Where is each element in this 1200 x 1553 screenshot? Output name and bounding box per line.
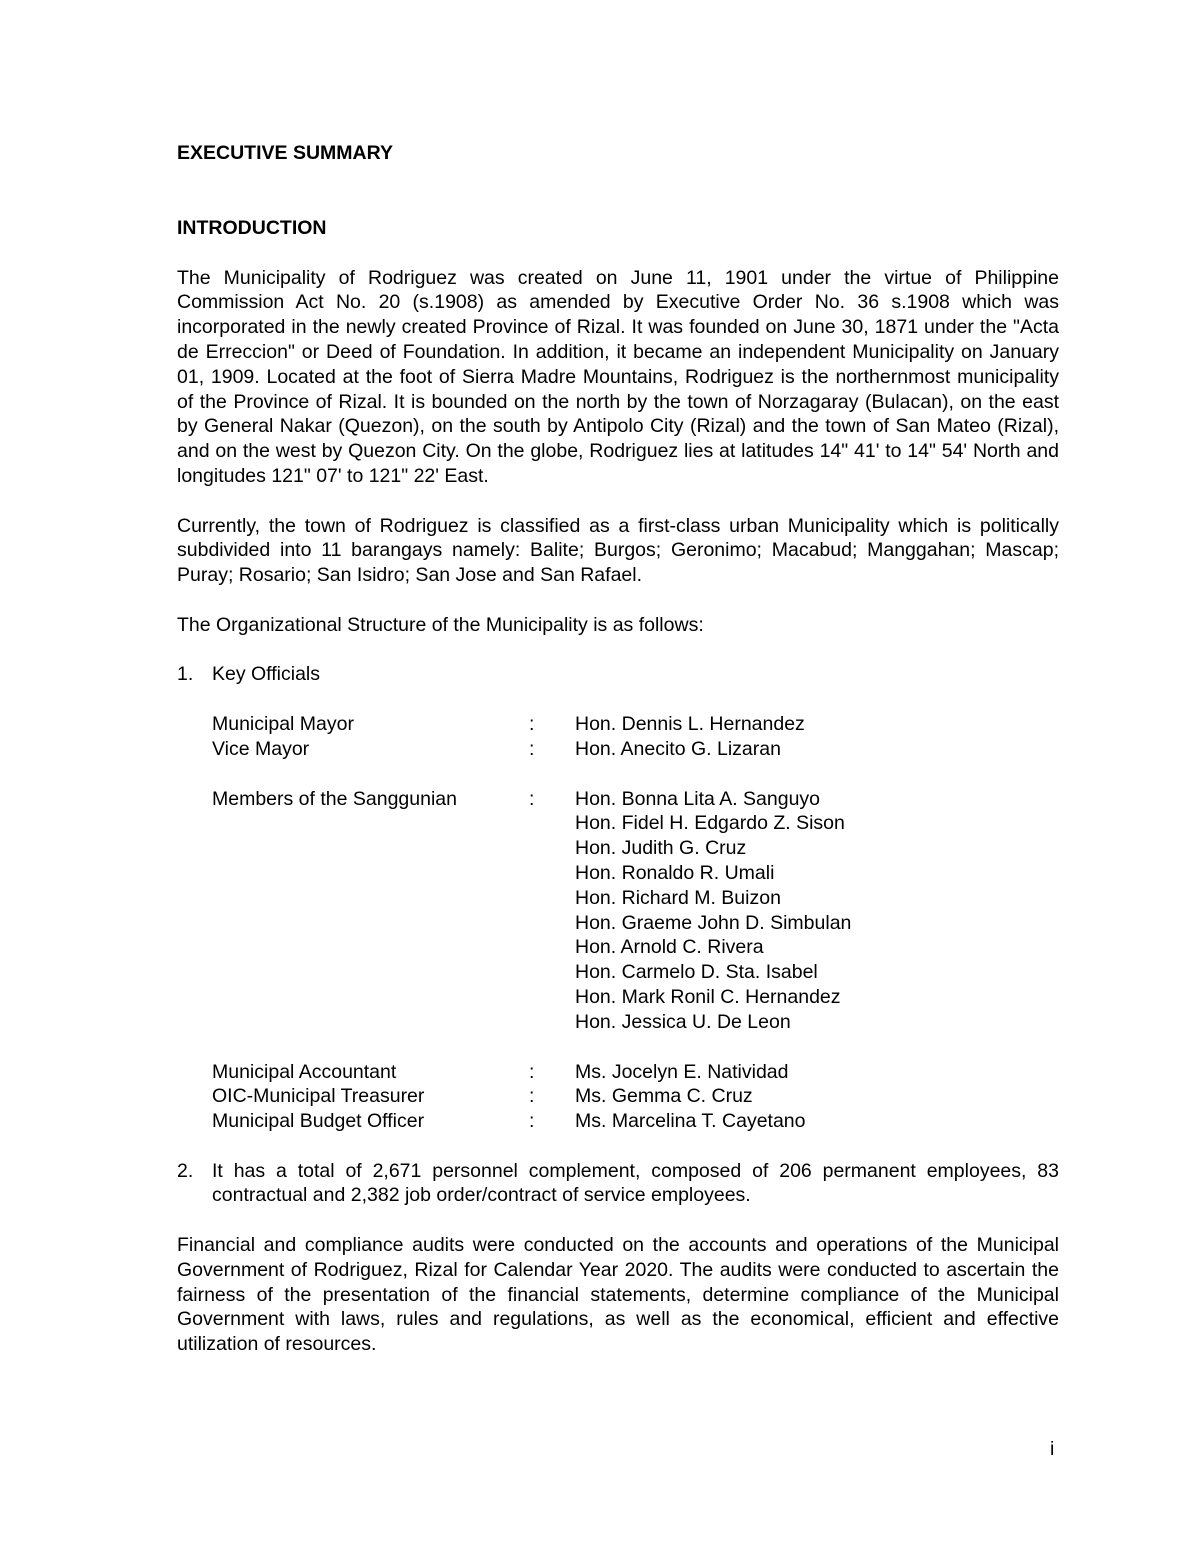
- separator-colon: :: [529, 1060, 535, 1083]
- officials-table: [212, 712, 1059, 1134]
- sanggunian-member: Hon. Richard M. Buizon: [575, 886, 781, 909]
- official-name: Ms. Gemma C. Cruz: [575, 1085, 753, 1108]
- official-name: Ms. Jocelyn E. Natividad: [575, 1060, 789, 1083]
- official-name: Hon. Dennis L. Hernandez: [575, 712, 805, 735]
- official-row: [212, 712, 1059, 737]
- official-row: [212, 1109, 1059, 1134]
- separator-colon: :: [529, 712, 535, 735]
- official-position: Municipal Budget Officer: [212, 1110, 425, 1133]
- list-number: 1.: [177, 663, 194, 686]
- sanggunian-member-list: [575, 787, 1059, 1035]
- page-title: EXECUTIVE SUMMARY: [177, 142, 393, 164]
- separator-colon: :: [529, 737, 535, 760]
- official-name: Ms. Marcelina T. Cayetano: [575, 1110, 806, 1133]
- separator-colon: :: [529, 1085, 535, 1108]
- sanggunian-member: Hon. Bonna Lita A. Sanguyo: [575, 787, 821, 810]
- official-row: [212, 1084, 1059, 1109]
- official-position: Vice Mayor: [212, 737, 310, 760]
- sanggunian-member: Hon. Ronaldo R. Umali: [575, 861, 775, 884]
- official-name: Hon. Anecito G. Lizaran: [575, 737, 781, 760]
- classification-paragraph: Currently, the town of Rodriguez is classified as a first-class urban Municipality which is politically subdivided into 11 barangays namely: Balite; Burgos; Geronimo; Macabud; Manggahan; Mascap; Puray; Rosario; San Isidro; San Jose and San Rafael.: [177, 514, 1059, 587]
- list-number: 2.: [177, 1159, 194, 1182]
- page-number: i: [1050, 1438, 1055, 1460]
- personnel-text: It has a total of 2,671 personnel complement, composed of 206 permanent employees, 83 contractual and 2,382 job order/contract of service employees.: [212, 1159, 1059, 1207]
- spacer: [212, 762, 1059, 787]
- official-position: Members of the Sanggunian: [212, 787, 457, 810]
- section-heading: INTRODUCTION: [177, 216, 327, 239]
- list-item-personnel: [177, 1159, 1059, 1209]
- list-item-key-officials: [177, 662, 1059, 687]
- sanggunian-row: [212, 787, 1059, 1035]
- intro-paragraph: The Municipality of Rodriguez was created on June 11, 1901 under the virtue of Philippine Commission Act No. 20 (s.1908) as amended by Executive Order No. 36 s.1908 which was incorporated in the newly created Province of Rizal. It was founded on June 30, 1871 under the "Acta de Erreccion" or Deed of Foundation. In addition, it became an independent Municipality on January 01, 1909. Located at the foot of Sierra Madre Mountains, Rodriguez is the northernmost municipality of the Province of Rizal. It is bounded on the north by the town of Norzagaray (Bulacan), on the east by General Nakar (Quezon), on the south by Antipolo City (Rizal) and the town of San Mateo (Rizal), and on the west by Quezon City. On the globe, Rodriguez lies at latitudes 14" 41' to 14" 54' North and longitudes 121" 07' to 121" 22' East.: [177, 266, 1059, 487]
- org-intro-paragraph: The Organizational Structure of the Municipality is as follows:: [177, 613, 704, 636]
- separator-colon: :: [529, 787, 535, 810]
- sanggunian-member: Hon. Fidel H. Edgardo Z. Sison: [575, 812, 845, 835]
- sanggunian-member: Hon. Graeme John D. Simbulan: [575, 911, 852, 934]
- sanggunian-member: Hon. Jessica U. De Leon: [575, 1010, 791, 1033]
- official-position: OIC-Municipal Treasurer: [212, 1085, 425, 1108]
- sanggunian-member: Hon. Judith G. Cruz: [575, 837, 747, 860]
- sanggunian-member: Hon. Carmelo D. Sta. Isabel: [575, 961, 818, 984]
- sanggunian-member: Hon. Mark Ronil C. Hernandez: [575, 985, 841, 1008]
- spacer: [212, 1035, 1059, 1060]
- official-row: [212, 737, 1059, 762]
- list-label: Key Officials: [212, 663, 321, 686]
- separator-colon: :: [529, 1110, 535, 1133]
- page-content: [177, 141, 1059, 1382]
- sanggunian-member: Hon. Arnold C. Rivera: [575, 936, 764, 959]
- audit-paragraph: Financial and compliance audits were conducted on the accounts and operations of the Municipal Government of Rodriguez, Rizal for Calendar Year 2020. The audits were conducted to ascertain the fairness of the presentation of the financial statements, determine compliance of the Municipal Government with laws, rules and regulations, as well as the economical, efficient and effective utilization of resources.: [177, 1234, 1059, 1356]
- official-position: Municipal Mayor: [212, 712, 354, 735]
- official-row: [212, 1060, 1059, 1085]
- official-position: Municipal Accountant: [212, 1060, 397, 1083]
